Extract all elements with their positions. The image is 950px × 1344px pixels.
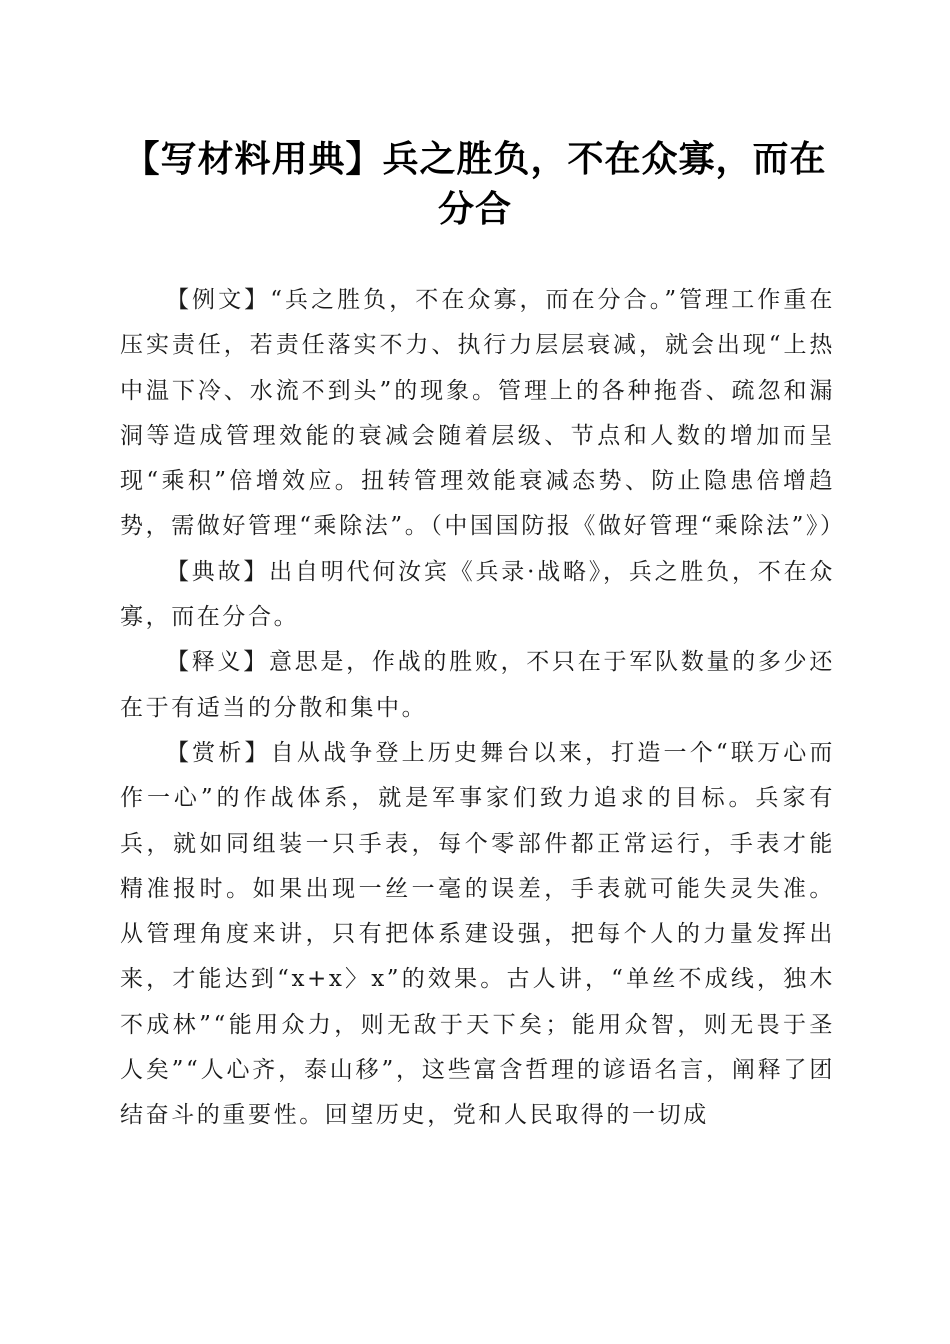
paragraph-appreciation: 【赏析】自从战争登上历史舞台以来，打造一个“联万心而作一心”的作战体系，就是军事家们致力追求的目标。兵家有兵，就如同组装一只手表，每个零部件都正常运行，手表才能精准报时。如果出现一丝一毫的误差，手表就可能失灵失准。从管理角度来讲，只有把体系建设强，把每个人的力量发挥出来，才能达到“x+x〉x”的效果。古人讲，“单丝不成线，独木不成林”“能用众力，则无敌于天下矣；能用众智，则无畏于圣人矣”“人心齐，泰山移”，这些富含哲理的谚语名言，阐释了团结奋斗的重要性。回望历史，党和人民取得的一切成 [120, 739, 835, 1129]
document-body [120, 278, 846, 1139]
paragraph-meaning: 【释义】意思是，作战的胜败，不只在于军队数量的多少还在于有适当的分散和集中。 [120, 649, 835, 721]
paragraph-example: 【例文】“兵之胜负，不在众寡，而在分合。”管理工作重在压实责任，若责任落实不力、执行力层层衰减，就会出现“上热中温下冷、水流不到头”的现象。管理上的各种拖沓、疏忽和漏洞等造成管理效能的衰减会随着层级、节点和人数的增加而呈现“乘积”倍增效应。扭转管理效能衰减态势、防止隐患倍增趋势，需做好管理“乘除法”。（中国国防报《做好管理“乘除法”》） [120, 287, 846, 540]
paragraph-allusion: 【典故】出自明代何汝宾《兵录·战略》，兵之胜负，不在众寡，而在分合。 [120, 558, 835, 631]
page-title: 【写材料用典】兵之胜负，不在众寡，而在分合 [123, 138, 827, 230]
